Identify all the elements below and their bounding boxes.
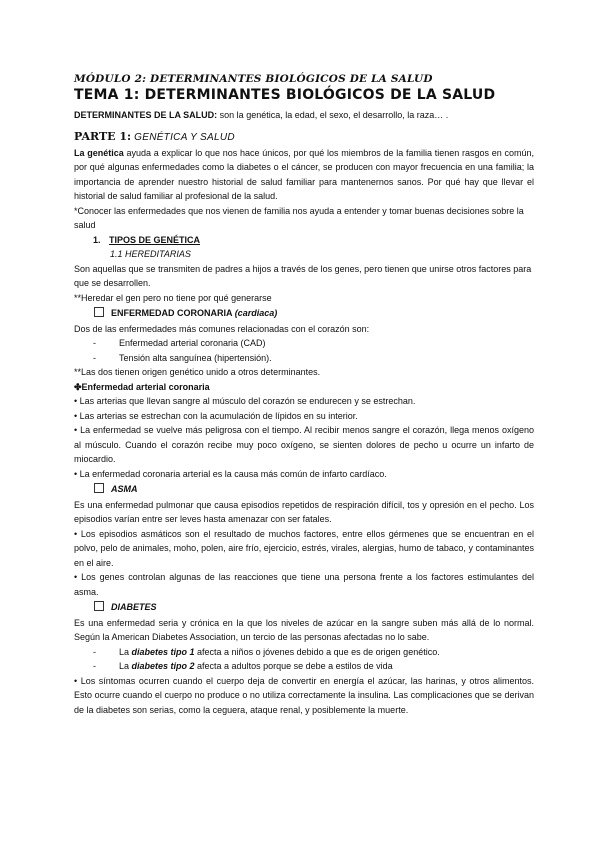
parte-heading [74,129,534,146]
diabetes-heading-text: DIABETES [111,602,157,612]
coronaria-heading-note: (cardiaca) [234,308,278,318]
coronaria-note: **Las dos tienen origen genético unido a otros determinantes. [74,367,321,377]
arterial-subheading: ✤Enfermedad arterial coronaria [74,381,210,392]
dash-marker: - [93,352,96,363]
tema-title: TEMA 1: DETERMINANTES BIOLÓGICOS DE LA SALUD [74,87,496,103]
arterial-bullet: • Las arterias se estrechan con la acumulación de lípidos en su interior. [74,410,358,421]
intro-paragraph [74,146,534,204]
diabetes-item-pre: La [119,661,132,671]
coronaria-heading [74,306,534,321]
section-1-title: TIPOS DE GENÉTICA [109,234,201,245]
determinantes-line [74,108,534,123]
diabetes-item-pre: La [119,646,132,657]
arterial-bullet: • Las arterias que llevan sangre al músculo del corazón se endurecen y se estrechan. [74,396,416,406]
diabetes-bullet: • Los síntomas ocurren cuando el cuerpo deja de convertir en energía el azúcar, las harinas, y otros alimentos. Esto ocurre cuando el cuerpo no produce o no utiliza correctamente la insulina. Las complicaciones que se derivan de la diabetes son serias, como la ceguera, ataque renal, y posiblemente la muerte. [74,675,534,715]
parte-label: PARTE 1: [74,129,132,143]
diabetes-text: Es una enfermedad seria y crónica en la que los niveles de azúcar en la sangre suben más allá de lo normal. Según la American Diabetes Association, un tercio de las personas afectadas no lo sabe. [74,617,534,642]
checkbox-icon [94,307,104,317]
diabetes-item [74,645,534,660]
asma-text: Es una enfermedad pulmonar que causa episodios repetidos de respiración difícil, tos y opresión en el pecho. Los episodios varían entre ser leves hasta amenazar con ser fatales. [74,499,534,524]
asma-heading [74,482,534,497]
checkbox-icon [94,601,104,611]
coronaria-item-text: Enfermedad arterial coronaria (CAD) [119,338,266,348]
section-1-heading [74,233,534,248]
dash-marker: - [93,661,96,671]
coronaria-heading-text: ENFERMEDAD CORONARIA [111,308,233,318]
arterial-bullet: • La enfermedad coronaria arterial es la causa más común de infarto cardíaco. [74,468,387,479]
dash-marker: - [93,338,96,348]
diabetes-item-post: afecta a niños o jóvenes debido a que es de origen genético. [194,646,440,657]
determinantes-text: son la genética, la edad, el sexo, el desarrollo, la raza… . [217,110,449,120]
subsection-1-1-title: 1.1 HEREDITARIAS [110,249,191,259]
arterial-bullet: • La enfermedad se vuelve más peligrosa con el tiempo. Al recibir menos sangre el corazón, llega menos oxígeno al músculo. Cuando el corazón recibe muy poco oxígeno, se sienten dolores de pecho u ocurre un infarto de miocardio. [74,425,534,464]
coronaria-item-text: Tensión alta sanguínea (hipertensión). [119,352,272,363]
diabetes-item [74,659,534,674]
section-1-number: 1. [93,234,101,245]
coronaria-item [74,336,534,351]
diabetes-heading [74,600,534,615]
intro-keyword: La genética [74,147,124,158]
asma-bullet: • Los episodios asmáticos son el resultado de muchos factores, entre ellos gérmenes que se encuentran en el polvo, pelo de animales, moho, polen, aire frío, ejercicio, estrés, virales, alergias, humo de tabaco, y contaminantes en el aire. [74,528,534,568]
asma-heading-text: ASMA [111,484,138,494]
intro-text: ayuda a explicar lo que nos hace únicos, por qué los miembros de la familia tienen rasgos en común, por qué algunas enfermedades como la diabetes o el cáncer, se producen con mayor frecuencia en una familia; la importancia de aprender nuestro historial de salud familiar para mantenernos sanos. Por qué hay que llevar el historial de salud familiar al profesional de la salud. [74,147,534,201]
intro-note: *Conocer las enfermedades que nos vienen de familia nos ayuda a entender y tomar buenas decisiones sobre la salud [74,205,524,230]
dash-marker: - [93,646,96,657]
checkbox-icon [94,483,104,493]
parte-title: GENÉTICA Y SALUD [134,131,235,143]
module-title: MÓDULO 2: DETERMINANTES BIOLÓGICOS DE LA SALUD [74,73,433,85]
asma-bullet: • Los genes controlan algunas de las reacciones que tiene una persona frente a los factores estimulantes del asma. [74,572,534,597]
hereditarias-text: Son aquellas que se transmiten de padres a hijos a través de los genes, pero tienen que unirse otros factores para que se desarrollen. [74,263,532,288]
coronaria-item [74,351,534,366]
determinantes-label: DETERMINANTES DE LA SALUD: [74,110,218,120]
diabetes-item-post: afecta a adultos porque se debe a estilos de vida [194,661,393,671]
coronaria-intro: Dos de las enfermedades más comunes relacionadas con el corazón son: [74,323,370,334]
diabetes-item-type: diabetes tipo 1 [131,646,195,657]
diabetes-item-type: diabetes tipo 2 [131,661,195,671]
hereditarias-note: **Heredar el gen pero no tiene por qué generarse [74,292,272,303]
document-page [74,72,534,717]
